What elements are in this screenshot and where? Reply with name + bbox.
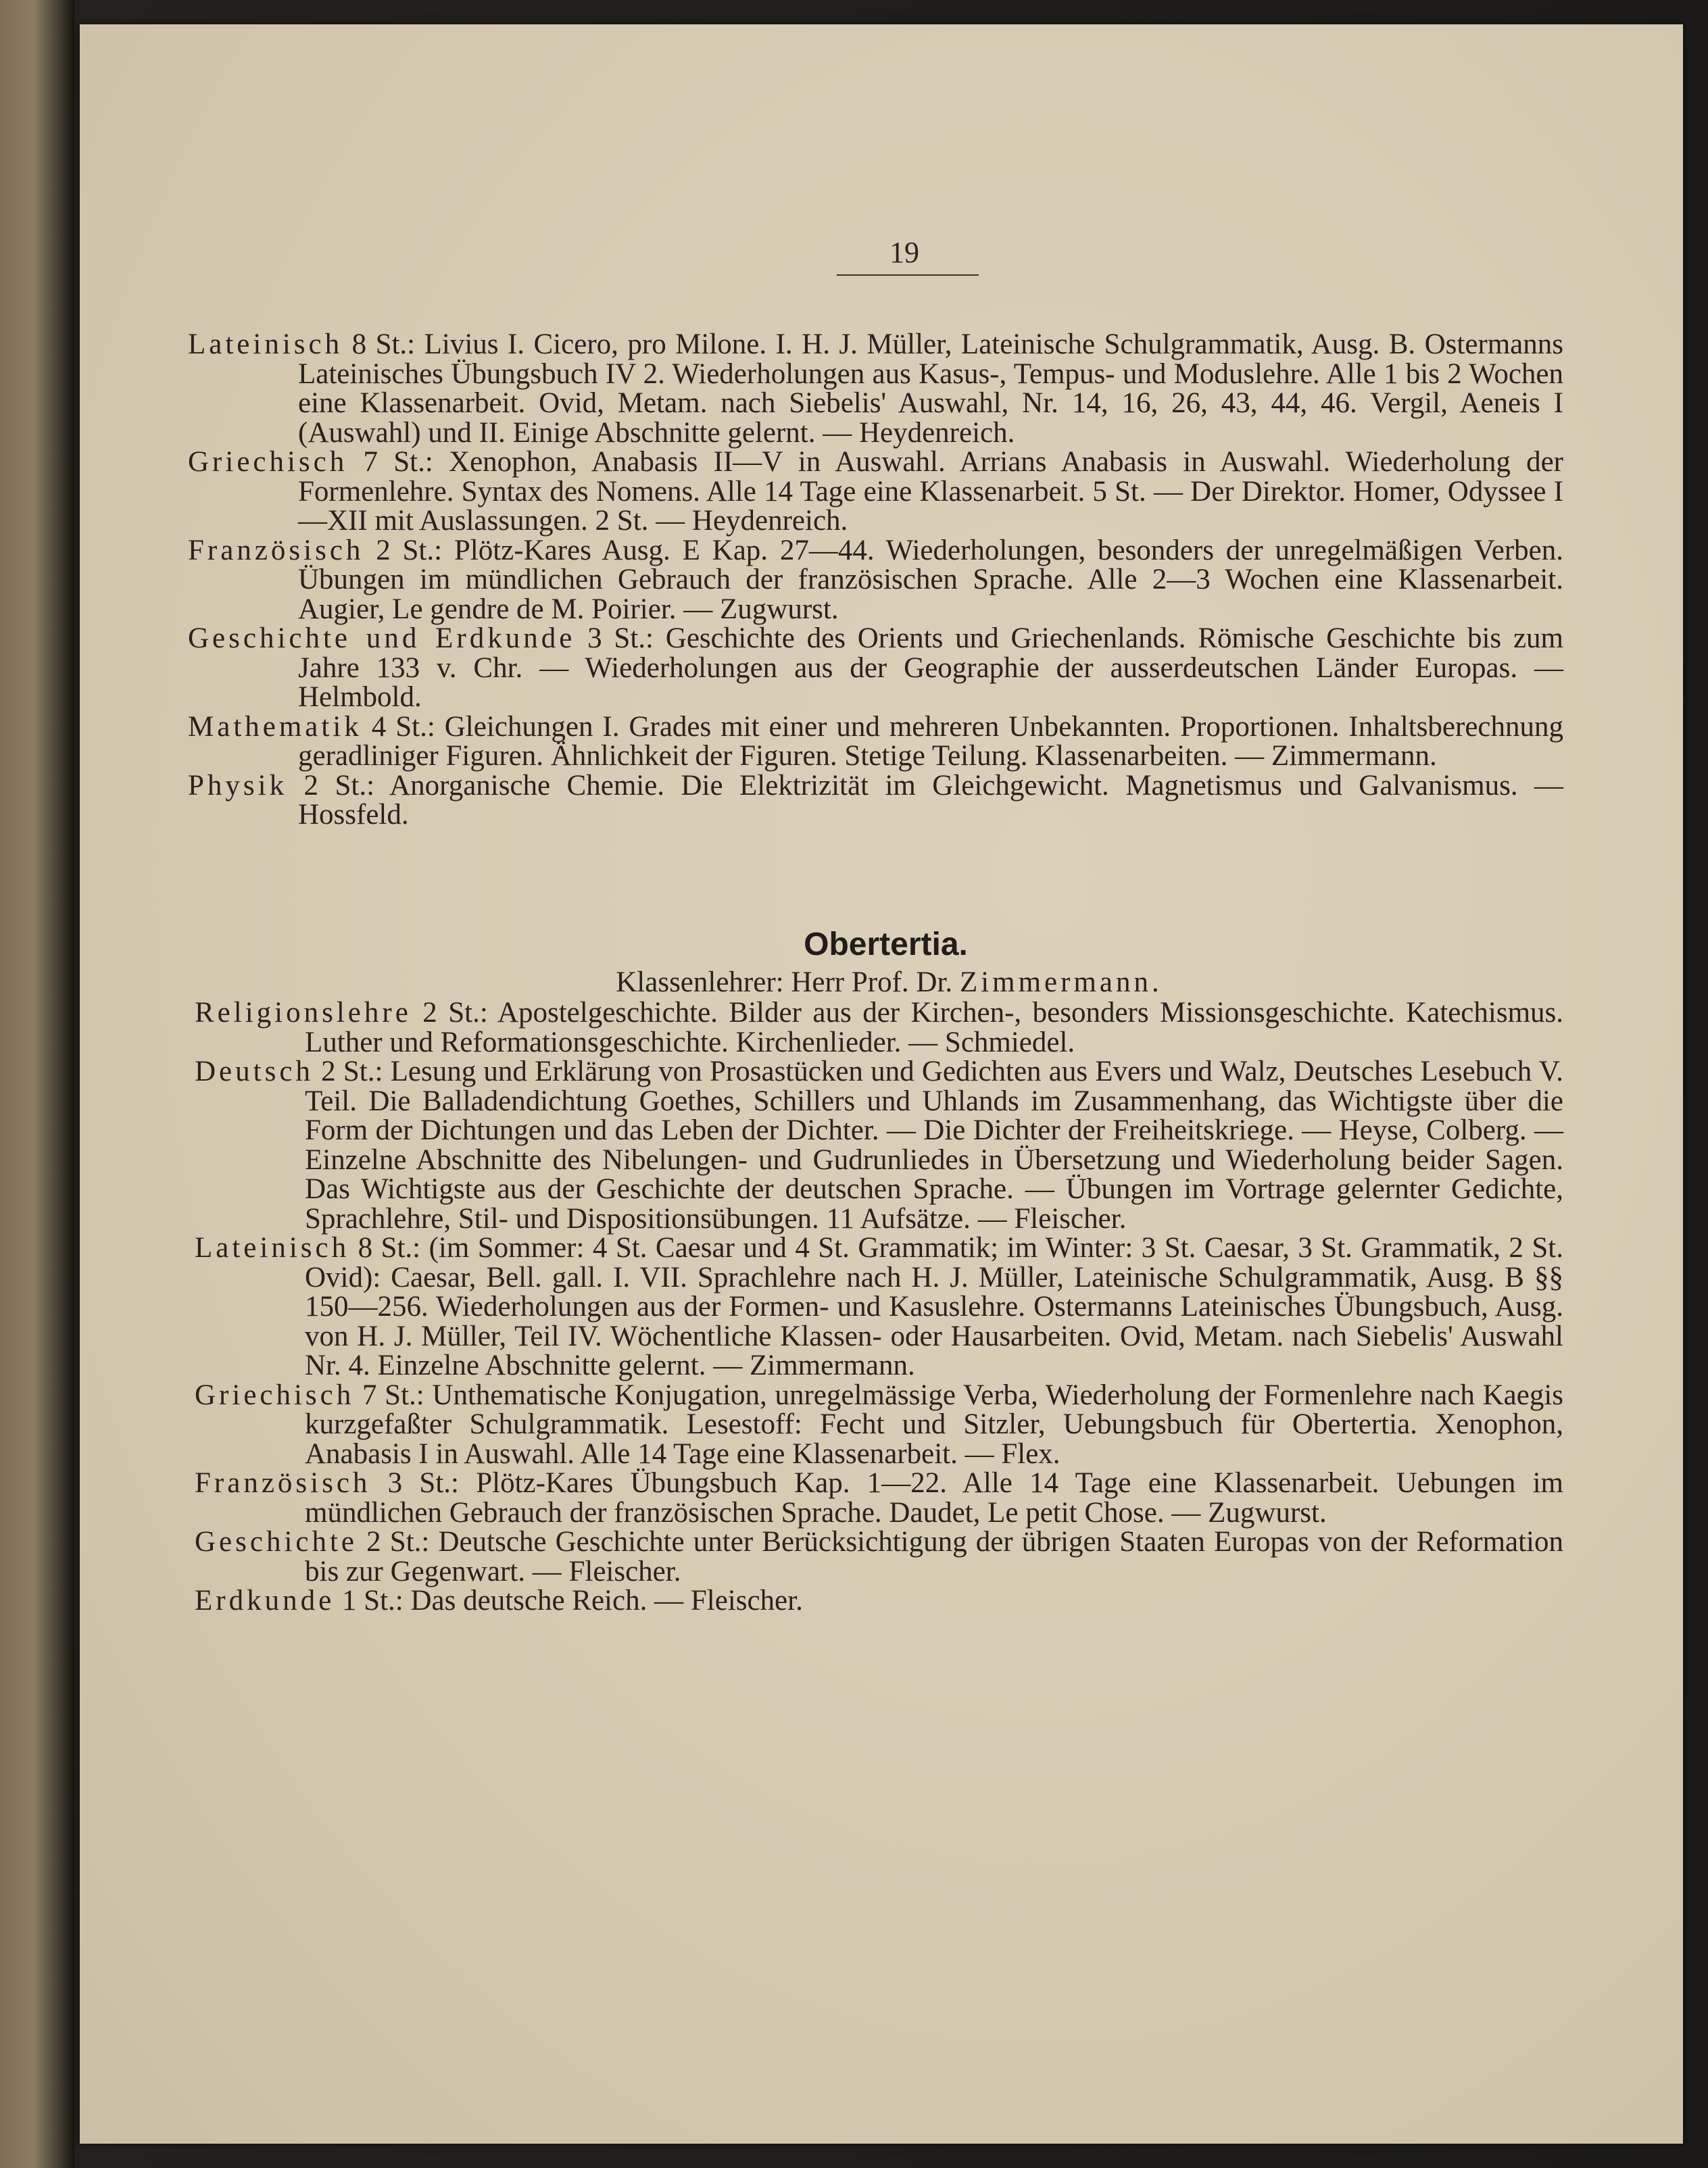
subject-label: Religionslehre	[195, 997, 412, 1029]
entry-text: 7 St.: Unthematische Konjugation, unregelmässige Verba, Wiederholung der Formenlehre nach Kaegis kurzgefaßter Schulgrammatik. Lesestoff: Fecht und Sitzler, Uebungsbuch für Obertertia. Xenophon, Anabasis I in Auswahl. Alle 14 Tage eine Klassenarbeit. — Flex.	[305, 1379, 1564, 1470]
entry-text: 2 St.: Plötz-Kares Ausg. E Kap. 27—44. Wiederholungen, besonders der unregelmäßigen Verben. Übungen im mündlichen Gebrauch der französischen Sprache. Alle 2—3 Wochen eine Klassenarbeit. Augier, Le gendre de M. Poirier. — Zugwurst.	[298, 534, 1563, 625]
entry-deutsch	[195, 1057, 1563, 1233]
class-teacher-name: Zimmermann.	[959, 966, 1163, 998]
entry-erdkunde	[195, 1586, 1563, 1616]
subject-label: Physik	[188, 769, 288, 802]
section-1	[188, 330, 1563, 830]
entry-text: 3 St.: Plötz-Kares Übungsbuch Kap. 1—22. Alle 14 Tage eine Klassenarbeit. Uebungen im mündlichen Gebrauch der französischen Sprache. Daudet, Le petit Chose. — Zugwurst.	[305, 1467, 1563, 1529]
subject-label: Geschichte und Erdkunde	[188, 622, 576, 654]
page	[80, 24, 1683, 2144]
entry-geschichte	[195, 1527, 1563, 1586]
previous-page-edge	[0, 0, 74, 2168]
body-text	[188, 330, 1563, 1616]
section-2	[188, 998, 1563, 1616]
subject-label: Lateinisch	[195, 1232, 350, 1264]
entry-griechisch	[188, 447, 1563, 536]
entry-text: 7 St.: Xenophon, Anabasis II—V in Auswahl. Arrians Anabasis in Auswahl. Wiederholung der Formenlehre. Syntax des Nomens. Alle 14 Tage eine Klassenarbeit. 5 St. — Der Direktor. Homer, Odyssee I—XII mit Auslassungen. 2 St. — Heydenreich.	[298, 446, 1564, 537]
page-number: 19	[889, 236, 919, 269]
entry-geschichte-erdkunde	[188, 624, 1563, 712]
subject-label: Griechisch	[188, 446, 348, 478]
class-teacher-label: Klassenlehrer: Herr Prof. Dr.	[616, 966, 953, 998]
entry-religionslehre	[195, 998, 1563, 1057]
subject-label: Deutsch	[195, 1056, 314, 1087]
entry-franzoesisch	[188, 536, 1563, 624]
entry-lateinisch-2	[195, 1233, 1563, 1381]
entry-griechisch-2	[195, 1381, 1563, 1469]
entry-text: 2 St.: Apostelgeschichte. Bilder aus der Kirchen-, besonders Missionsgeschichte. Katechismus. Luther und Reformationsgeschichte. Kirchenlieder. — Schmiedel.	[305, 997, 1564, 1058]
entry-mathematik	[188, 712, 1563, 771]
entry-text: 2 St.: Deutsche Geschichte unter Berücksichtigung der übrigen Staaten Europas von der Reformation bis zur Gegenwart. — Fleischer.	[305, 1526, 1564, 1587]
subject-label: Griechisch	[195, 1379, 355, 1411]
subject-label: Geschichte	[195, 1526, 358, 1558]
entry-physik	[188, 771, 1563, 830]
entry-lateinisch	[188, 330, 1563, 447]
page-number-rule	[837, 274, 979, 276]
entry-text: 3 St.: Geschichte des Orients und Griechenlands. Römische Geschichte bis zum Jahre 133 v. Chr. — Wiederholungen aus der Geographie der ausserdeutschen Länder Europas. — Helmbold.	[298, 622, 1563, 713]
subject-label: Erdkunde	[195, 1585, 335, 1617]
entry-text: 8 St.: Livius I. Cicero, pro Milone. I. H. J. Müller, Lateinische Schulgrammatik, Ausg. B. Ostermanns Lateinisches Übungsbuch IV 2. Wiederholungen aus Kasus-, Tempus- und Moduslehre. Alle 1 bis 2 Wochen eine Klassenarbeit. Ovid, Metam. nach Siebelis' Auswahl, Nr. 14, 16, 26, 43, 44, 46. Vergil, Aeneis I (Auswahl) und II. Einige Abschnitte gelernt. — Heydenreich.	[298, 328, 1564, 449]
subject-label: Mathematik	[188, 710, 362, 743]
entry-text: 4 St.: Gleichungen I. Grades mit einer und mehreren Unbekannten. Proportionen. Inhaltsberechnung geradliniger Figuren. Ähnlichkeit der Figuren. Stetige Teilung. Klassenarbeiten. — Zimmermann.	[298, 710, 1564, 772]
entry-text: 8 St.: (im Sommer: 4 St. Caesar und 4 St. Grammatik; im Winter: 3 St. Caesar, 3 St. Grammatik, 2 St. Ovid): Caesar, Bell. gall. I. VII. Sprachlehre nach H. J. Müller, Lateinische Schulgrammatik, Ausg. B §§ 150—256. Wiederholungen aus der Formen- und Kasuslehre. Ostermanns Lateinisches Übungsbuch, Ausg. von H. J. Müller, Teil IV. Wöchentliche Klassen- oder Hausarbeiten. Ovid, Metam. nach Siebelis' Auswahl Nr. 4. Einzelne Abschnitte gelernt. — Zimmermann.	[305, 1232, 1563, 1381]
entry-text: 2 St.: Lesung und Erklärung von Prosastücken und Gedichten aus Evers und Walz, Deutsches Lesebuch V. Teil. Die Balladendichtung Goethes, Schillers und Uhlands im Zusammenhang, das Wichtigste über die Form der Dichtungen und das Leben der Dichter. — Die Dichter der Freiheitskriege. — Heyse, Colberg. — Einzelne Abschnitte des Nibelungen- und Gudrunliedes in Übersetzung und Wiederholung beider Sagen. Das Wichtigste aus der Geschichte der deutschen Sprache. — Übungen im Vortrage gelernter Gedichte, Sprachlehre, Stil- und Dispositionsübungen. 11 Aufsätze. — Fleischer.	[305, 1056, 1564, 1235]
subject-label: Französisch	[195, 1467, 371, 1499]
class-teacher-line	[188, 968, 1563, 997]
entry-franzoesisch-2	[195, 1469, 1563, 1527]
entry-text: 2 St.: Anorganische Chemie. Die Elektrizität im Gleichgewicht. Magnetismus und Galvanismus. — Hossfeld.	[298, 769, 1563, 831]
subject-label: Französisch	[188, 534, 364, 566]
subject-label: Lateinisch	[188, 328, 343, 360]
entry-text: 1 St.: Das deutsche Reich. — Fleischer.	[341, 1585, 803, 1617]
section-heading: Obertertia.	[804, 926, 968, 962]
